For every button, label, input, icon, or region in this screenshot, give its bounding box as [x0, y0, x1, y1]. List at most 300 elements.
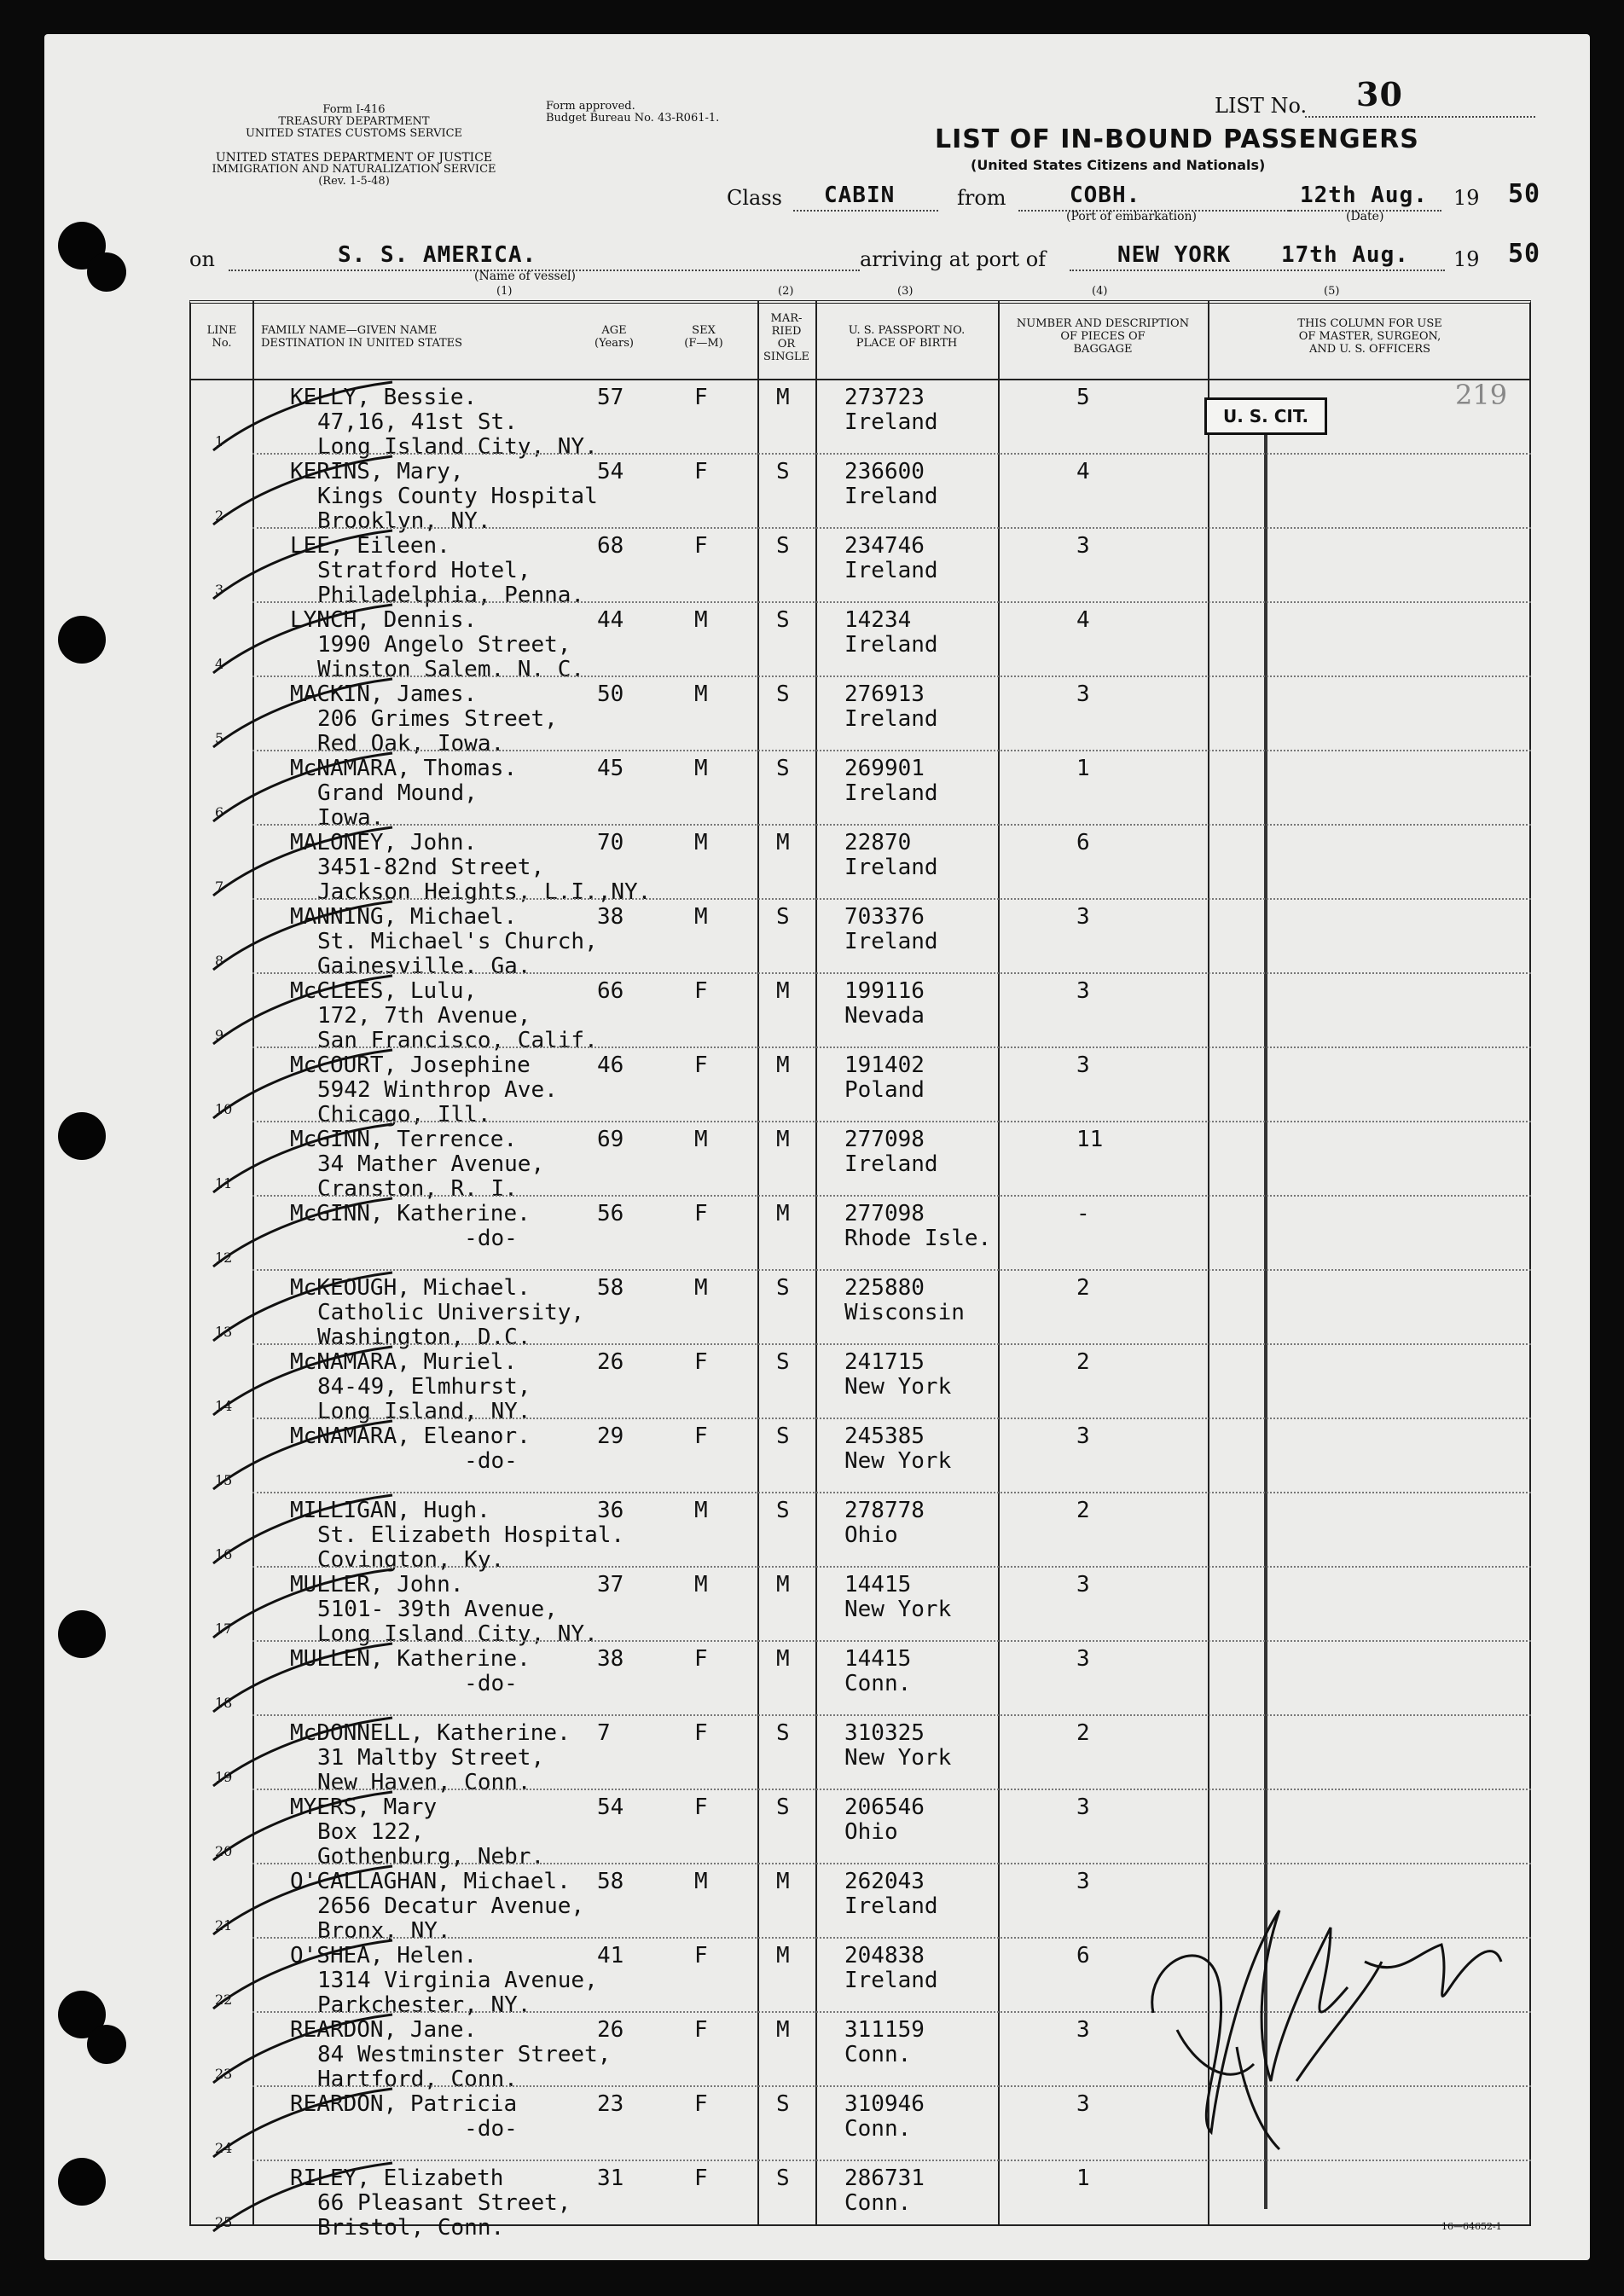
line-number: 13	[215, 1324, 233, 1340]
destination-line-1: 1990 Angelo Street,	[317, 632, 571, 658]
line-number: 22	[215, 1992, 233, 2008]
marital-status: M	[776, 2017, 790, 2043]
row-check-mark	[213, 1644, 392, 1712]
passenger-name: MILLIGAN, Hugh.	[290, 1498, 490, 1523]
row-check-mark	[213, 1198, 392, 1267]
passport-number: 278778	[844, 1498, 925, 1523]
place-of-birth: Ireland	[844, 1893, 938, 1919]
passenger-sex: M	[694, 681, 708, 707]
marital-status: M	[776, 385, 790, 410]
marital-status: M	[776, 1943, 790, 1968]
place-of-birth: Conn.	[844, 2116, 912, 2142]
marital-status: M	[776, 1052, 790, 1078]
passenger-age: 44	[597, 607, 624, 633]
departure-year: 50	[1508, 179, 1541, 209]
passenger-age: 45	[597, 756, 624, 781]
row-check-mark	[213, 1050, 392, 1118]
place-of-birth: Rhode Isle.	[844, 1226, 992, 1251]
line-number: 2	[215, 507, 224, 524]
passport-number: 245385	[844, 1423, 925, 1449]
marital-status: S	[776, 681, 790, 707]
destination-line-2: Gainesville. Ga.	[317, 954, 531, 979]
baggage-count: 3	[1076, 2091, 1090, 2117]
passport-number: 310946	[844, 2091, 925, 2117]
passenger-age: 69	[597, 1127, 624, 1152]
passenger-name: MALONEY, John.	[290, 830, 478, 855]
destination-line-2: Parkchester, NY.	[317, 1992, 531, 2018]
passenger-name: O'CALLAGHAN, Michael.	[290, 1869, 571, 1894]
passenger-name: McKEOUGH, Michael.	[290, 1275, 531, 1301]
destination-line-1: Box 122,	[317, 1819, 425, 1845]
passenger-name: LEE, Eileen.	[290, 533, 450, 559]
column-number: (1)	[496, 285, 513, 298]
column-number: (3)	[897, 285, 914, 298]
row-check-mark	[213, 2015, 392, 2083]
row-check-mark	[213, 1273, 392, 1341]
place-of-birth: Ireland	[844, 780, 938, 806]
destination-line-1: St. Michael's Church,	[317, 929, 598, 954]
date-caption: (Date)	[1346, 210, 1384, 223]
passenger-sex: F	[694, 385, 708, 410]
passport-number: 14415	[844, 1646, 912, 1672]
header-married: MAR- RIED OR SINGLE	[763, 312, 809, 363]
place-of-birth: New York	[844, 1745, 952, 1771]
destination-line-1: 47,16, 41st St.	[317, 409, 518, 435]
passenger-sex: F	[694, 1349, 708, 1375]
line-number: 14	[215, 1398, 233, 1414]
baggage-count: 3	[1076, 1646, 1090, 1672]
baggage-count: 2	[1076, 1720, 1090, 1746]
passenger-sex: F	[694, 1052, 708, 1078]
passenger-name: MACKIN, James.	[290, 681, 478, 707]
on-label: on	[189, 247, 215, 271]
baggage-count: 6	[1076, 1943, 1090, 1968]
form-revision: (Rev. 1-5-48)	[318, 175, 390, 188]
passport-number: 225880	[844, 1275, 925, 1301]
place-of-birth: Nevada	[844, 1003, 925, 1029]
form-service: UNITED STATES CUSTOMS SERVICE	[245, 127, 463, 140]
passenger-sex: M	[694, 1869, 708, 1894]
baggage-count: 11	[1076, 1127, 1104, 1152]
passenger-sex: M	[694, 607, 708, 633]
passport-number: 310325	[844, 1720, 925, 1746]
passport-number: 269901	[844, 756, 925, 781]
passport-number: 277098	[844, 1201, 925, 1226]
row-check-mark	[213, 1421, 392, 1489]
passenger-age: 57	[597, 385, 624, 410]
place-of-birth: New York	[844, 1448, 952, 1474]
passport-number: 204838	[844, 1943, 925, 1968]
passenger-sex: F	[694, 2017, 708, 2043]
passenger-sex: F	[694, 1201, 708, 1226]
passport-number: 236600	[844, 459, 925, 484]
arrival-date: 17th Aug.	[1281, 242, 1409, 268]
destination-line-1: 172, 7th Avenue,	[317, 1003, 531, 1029]
arrival-year-prefix: 19	[1453, 247, 1480, 271]
row-check-mark	[213, 1124, 392, 1192]
destination-line-1: -do-	[317, 1226, 518, 1251]
line-number: 23	[215, 2066, 233, 2082]
passport-number: 703376	[844, 904, 925, 930]
arrival-port: NEW YORK	[1117, 242, 1232, 268]
passenger-name: McCLEES, Lulu,	[290, 978, 478, 1004]
passenger-age: 7	[597, 1720, 611, 1746]
destination-line-2: San Francisco, Calif.	[317, 1028, 598, 1053]
passenger-name: MYERS, Mary	[290, 1794, 438, 1820]
passenger-age: 56	[597, 1201, 624, 1226]
line-number: 4	[215, 656, 224, 672]
baggage-count: 2	[1076, 1275, 1090, 1301]
passenger-name: RILEY, Elizabeth	[290, 2166, 504, 2191]
passenger-age: 58	[597, 1275, 624, 1301]
passenger-age: 29	[597, 1423, 624, 1449]
passenger-sex: F	[694, 533, 708, 559]
destination-line-2: New Haven, Conn.	[317, 1770, 531, 1795]
year-prefix: 19	[1453, 186, 1480, 210]
place-of-birth: New York	[844, 1374, 952, 1400]
marital-status: S	[776, 2091, 790, 2117]
destination-line-2: Long Island City, NY.	[317, 1621, 598, 1647]
header-name: FAMILY NAME—GIVEN NAME DESTINATION IN UNITED STATES	[261, 324, 463, 350]
baggage-count: 2	[1076, 1498, 1090, 1523]
header-passport: U. S. PASSPORT NO. PLACE OF BIRTH	[848, 324, 966, 350]
row-check-mark	[213, 2163, 392, 2231]
passenger-sex: M	[694, 1498, 708, 1523]
destination-line-2: Bronx, NY.	[317, 1918, 451, 1944]
form-approved-text: Form approved.	[546, 100, 635, 113]
passenger-name: McNAMARA, Eleanor.	[290, 1423, 531, 1449]
us-citizen-stamp: U. S. CIT.	[1204, 397, 1327, 435]
marital-status: S	[776, 1423, 790, 1449]
passenger-age: 54	[597, 1794, 624, 1820]
marital-status: M	[776, 1127, 790, 1152]
check-marks	[213, 382, 392, 2231]
footer-code: 16—64652-1	[1441, 2221, 1502, 2232]
destination-line-2: Covington, Ky.	[317, 1547, 505, 1573]
row-check-mark	[213, 976, 392, 1044]
row-check-mark	[213, 456, 392, 525]
passport-number: 273723	[844, 385, 925, 410]
baggage-count: 3	[1076, 1423, 1090, 1449]
line-number: 12	[215, 1249, 233, 1266]
line-number: 1	[215, 433, 224, 449]
passport-number: 199116	[844, 978, 925, 1004]
marital-status: M	[776, 1572, 790, 1597]
destination-line-2: Philadelphia, Penna.	[317, 583, 585, 608]
baggage-count: 4	[1076, 607, 1090, 633]
passenger-age: 41	[597, 1943, 624, 1968]
port-of-embarkation: COBH.	[1070, 183, 1141, 208]
row-check-mark	[213, 827, 392, 896]
passenger-name: McGINN, Katherine.	[290, 1201, 531, 1226]
row-check-mark	[213, 531, 392, 599]
column-number: (2)	[778, 285, 794, 298]
place-of-birth: Ireland	[844, 929, 938, 954]
marital-status: M	[776, 1869, 790, 1894]
passport-number: 191402	[844, 1052, 925, 1078]
passenger-sex: M	[694, 756, 708, 781]
baggage-count: 3	[1076, 2017, 1090, 2043]
destination-line-2: Bristol, Conn.	[317, 2215, 505, 2241]
marital-status: M	[776, 978, 790, 1004]
list-number: 30	[1356, 75, 1403, 113]
marital-status: S	[776, 2166, 790, 2191]
baggage-count: 2	[1076, 1349, 1090, 1375]
passenger-age: 58	[597, 1869, 624, 1894]
destination-line-1: St. Elizabeth Hospital.	[317, 1522, 625, 1548]
baggage-count: 3	[1076, 978, 1090, 1004]
column-number: (5)	[1324, 285, 1340, 298]
place-of-birth: Ireland	[844, 1151, 938, 1177]
passenger-name: McCOURT, Josephine	[290, 1052, 531, 1078]
passenger-sex: M	[694, 1275, 708, 1301]
baggage-count: -	[1076, 1201, 1090, 1226]
passport-number: 14234	[844, 607, 912, 633]
departure-date: 12th Aug.	[1300, 183, 1428, 208]
passenger-age: 26	[597, 1349, 624, 1375]
marital-status: S	[776, 459, 790, 484]
destination-line-1: -do-	[317, 1671, 518, 1696]
place-of-birth: Ohio	[844, 1819, 898, 1845]
from-label: from	[957, 186, 1006, 210]
line-number: 17	[215, 1621, 233, 1637]
destination-line-1: -do-	[317, 2116, 518, 2142]
destination-line-1: 84 Westminster Street,	[317, 2042, 612, 2067]
passenger-sex: F	[694, 978, 708, 1004]
row-check-mark	[213, 1792, 392, 1860]
destination-line-1: 1314 Virginia Avenue,	[317, 1968, 598, 1993]
place-of-birth: Ireland	[844, 484, 938, 509]
row-check-mark	[213, 1569, 392, 1638]
destination-line-1: 2656 Decatur Avenue,	[317, 1893, 585, 1919]
line-number: 11	[215, 1175, 233, 1191]
passenger-sex: M	[694, 830, 708, 855]
destination-line-2: Long Island City, NY.	[317, 434, 598, 460]
header-age: AGE (Years)	[594, 324, 634, 350]
passenger-sex: M	[694, 904, 708, 930]
passenger-sex: F	[694, 2091, 708, 2117]
line-number: 25	[215, 2214, 233, 2230]
list-no-label: LIST No.	[1215, 94, 1308, 118]
line-number: 18	[215, 1695, 233, 1711]
passport-number: 286731	[844, 2166, 925, 2191]
row-check-mark	[213, 902, 392, 970]
passport-number: 311159	[844, 2017, 925, 2043]
destination-line-1: 34 Mather Avenue,	[317, 1151, 545, 1177]
baggage-count: 3	[1076, 904, 1090, 930]
passenger-age: 50	[597, 681, 624, 707]
passenger-age: 37	[597, 1572, 624, 1597]
place-of-birth: Ireland	[844, 558, 938, 583]
stamp-number: 219	[1455, 379, 1508, 411]
destination-line-2: Cranston, R. I.	[317, 1176, 518, 1202]
destination-line-1: 31 Maltby Street,	[317, 1745, 545, 1771]
passenger-age: 36	[597, 1498, 624, 1523]
marital-status: M	[776, 830, 790, 855]
line-number: 9	[215, 1027, 224, 1043]
passenger-name: O'SHEA, Helen.	[290, 1943, 478, 1968]
place-of-birth: Conn.	[844, 2190, 912, 2216]
line-number: 3	[215, 582, 224, 598]
destination-line-1: 3451-82nd Street,	[317, 855, 545, 880]
baggage-count: 3	[1076, 1052, 1090, 1078]
destination-line-2: Winston Salem. N. C.	[317, 657, 585, 682]
destination-line-2: Iowa.	[317, 805, 385, 831]
place-of-birth: Wisconsin	[844, 1300, 965, 1325]
form-number: Form I-416	[322, 103, 386, 116]
line-number: 15	[215, 1472, 233, 1488]
baggage-count: 3	[1076, 1869, 1090, 1894]
baggage-count: 3	[1076, 681, 1090, 707]
place-of-birth: New York	[844, 1597, 952, 1622]
page-title: LIST OF IN-BOUND PASSENGERS	[935, 125, 1419, 154]
justice-dept: UNITED STATES DEPARTMENT OF JUSTICE	[215, 151, 493, 165]
passport-number: 22870	[844, 830, 912, 855]
ins-service: IMMIGRATION AND NATURALIZATION SERVICE	[212, 163, 496, 176]
place-of-birth: Ireland	[844, 632, 938, 658]
row-check-mark	[213, 382, 392, 450]
destination-line-1: Grand Mound,	[317, 780, 478, 806]
column-number: (4)	[1092, 285, 1108, 298]
destination-line-1: -do-	[317, 1448, 518, 1474]
marital-status: S	[776, 607, 790, 633]
destination-line-2: Washington, D.C.	[317, 1325, 531, 1350]
passenger-age: 54	[597, 459, 624, 484]
passenger-age: 68	[597, 533, 624, 559]
destination-line-2: Hartford, Conn.	[317, 2067, 518, 2092]
passenger-name: MULLER, John.	[290, 1572, 464, 1597]
marital-status: S	[776, 1794, 790, 1820]
passenger-age: 66	[597, 978, 624, 1004]
row-check-mark	[213, 753, 392, 821]
marital-status: S	[776, 1720, 790, 1746]
passport-number: 262043	[844, 1869, 925, 1894]
arriving-label: arriving at port of	[860, 247, 1047, 271]
passenger-age: 38	[597, 1646, 624, 1672]
passenger-name: REARDON, Jane.	[290, 2017, 478, 2043]
arrival-year: 50	[1508, 239, 1541, 269]
destination-line-1: 5101- 39th Avenue,	[317, 1597, 558, 1622]
passenger-age: 70	[597, 830, 624, 855]
passenger-sex: F	[694, 1423, 708, 1449]
passenger-age: 38	[597, 904, 624, 930]
vessel-name: S. S. AMERICA.	[338, 242, 537, 268]
destination-line-2: Gothenburg, Nebr.	[317, 1844, 545, 1870]
marital-status: S	[776, 1349, 790, 1375]
line-number: 20	[215, 1843, 233, 1859]
place-of-birth: Ireland	[844, 409, 938, 435]
baggage-count: 1	[1076, 2166, 1090, 2191]
row-check-mark	[213, 1940, 392, 2009]
passenger-age: 46	[597, 1052, 624, 1078]
place-of-birth: Ireland	[844, 1968, 938, 1993]
baggage-count: 3	[1076, 1794, 1090, 1820]
line-number: 8	[215, 953, 224, 969]
line-number: 5	[215, 730, 224, 746]
row-check-mark	[213, 679, 392, 747]
passenger-name: McNAMARA, Thomas.	[290, 756, 518, 781]
destination-line-1: Kings County Hospital	[317, 484, 598, 509]
vessel-caption: (Name of vessel)	[474, 270, 576, 283]
baggage-count: 4	[1076, 459, 1090, 484]
destination-line-1: 5942 Winthrop Ave.	[317, 1077, 558, 1103]
form-department: TREASURY DEPARTMENT	[278, 115, 430, 128]
destination-line-1: Stratford Hotel,	[317, 558, 531, 583]
budget-bureau-text: Budget Bureau No. 43-R061-1.	[546, 112, 720, 125]
line-number: 16	[215, 1546, 233, 1563]
passenger-sex: F	[694, 459, 708, 484]
destination-line-2: Jackson Heights, L.I.,NY.	[317, 879, 652, 905]
line-number: 21	[215, 1917, 233, 1934]
marital-status: M	[776, 1201, 790, 1226]
place-of-birth: Conn.	[844, 1671, 912, 1696]
marital-status: S	[776, 756, 790, 781]
header-sex: SEX (F—M)	[684, 324, 723, 350]
header-officers: THIS COLUMN FOR USE OF MASTER, SURGEON, AND U. S. OFFICERS	[1297, 317, 1442, 356]
page-subtitle: (United States Citizens and Nationals)	[971, 157, 1266, 173]
marital-status: M	[776, 1646, 790, 1672]
destination-line-1: 84-49, Elmhurst,	[317, 1374, 531, 1400]
line-number: 7	[215, 878, 224, 895]
marital-status: S	[776, 1275, 790, 1301]
passenger-name: MULLEN, Katherine.	[290, 1646, 531, 1672]
passenger-name: LYNCH, Dennis.	[290, 607, 478, 633]
row-check-mark	[213, 1347, 392, 1415]
destination-line-2: Long Island, NY.	[317, 1399, 531, 1424]
officer-signature	[1152, 1910, 1501, 2149]
passport-number: 241715	[844, 1349, 925, 1375]
passport-number: 277098	[844, 1127, 925, 1152]
destination-line-2: Chicago, Ill.	[317, 1102, 491, 1128]
passenger-sex: M	[694, 1127, 708, 1152]
baggage-count: 6	[1076, 830, 1090, 855]
passenger-sex: F	[694, 1646, 708, 1672]
place-of-birth: Ireland	[844, 855, 938, 880]
row-check-mark	[213, 605, 392, 673]
baggage-count: 3	[1076, 533, 1090, 559]
passenger-sex: F	[694, 2166, 708, 2191]
destination-line-1: 206 Grimes Street,	[317, 706, 558, 732]
place-of-birth: Poland	[844, 1077, 925, 1103]
header-baggage: NUMBER AND DESCRIPTION OF PIECES OF BAGGAGE	[1016, 317, 1190, 356]
row-check-mark	[213, 1718, 392, 1786]
marital-status: S	[776, 533, 790, 559]
passport-number: 206546	[844, 1794, 925, 1820]
passenger-name: KERINS, Mary,	[290, 459, 464, 484]
port-caption: (Port of embarkation)	[1066, 210, 1197, 223]
header-line-no: LINE No.	[206, 324, 237, 350]
row-check-mark	[213, 1866, 392, 1934]
class-value: CABIN	[824, 183, 896, 208]
passport-number: 276913	[844, 681, 925, 707]
line-number: 19	[215, 1769, 233, 1785]
destination-line-2: Brooklyn, NY.	[317, 508, 491, 534]
row-check-mark	[213, 2089, 392, 2157]
passenger-sex: M	[694, 1572, 708, 1597]
passenger-sex: F	[694, 1720, 708, 1746]
passenger-name: KELLY, Bessie.	[290, 385, 478, 410]
destination-line-1: 66 Pleasant Street,	[317, 2190, 571, 2216]
passenger-name: McNAMARA, Muriel.	[290, 1349, 518, 1375]
marital-status: S	[776, 904, 790, 930]
place-of-birth: Conn.	[844, 2042, 912, 2067]
passenger-name: McDONNELL, Katherine.	[290, 1720, 571, 1746]
passenger-name: McGINN, Terrence.	[290, 1127, 518, 1152]
place-of-birth: Ireland	[844, 706, 938, 732]
baggage-count: 1	[1076, 756, 1090, 781]
destination-line-1: Catholic University,	[317, 1300, 585, 1325]
destination-line-2: Red Oak, Iowa.	[317, 731, 505, 757]
